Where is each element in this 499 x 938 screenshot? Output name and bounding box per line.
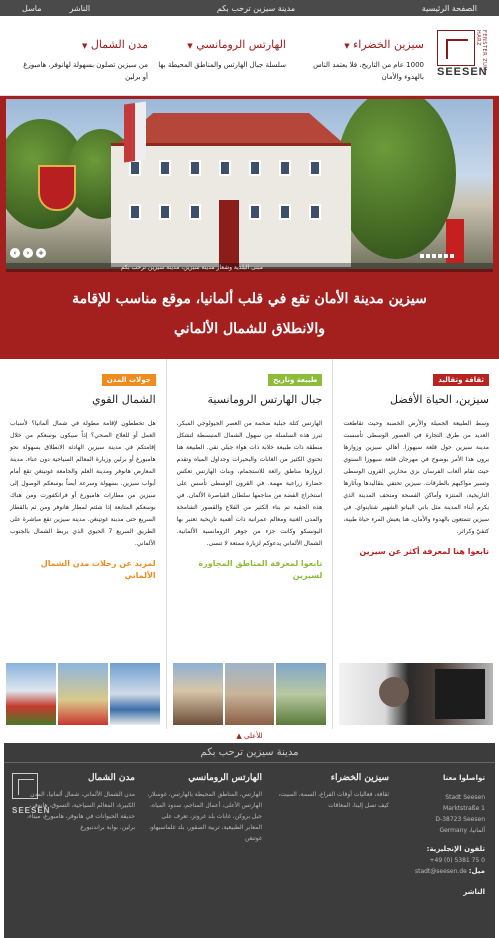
footer-title: مدينة سيزين ترحب بكم: [4, 743, 495, 763]
top-bar: [0, 0, 499, 16]
logo-word: SEESEN: [437, 66, 488, 78]
footer-menu: [14, 767, 395, 844]
footer-logo-word: SEESEN: [12, 806, 51, 815]
column-nature: [166, 359, 333, 729]
read-more-link[interactable]: تابعوا لمعرفة المناطق المجاورة لسيزين: [198, 559, 323, 580]
header: [0, 16, 499, 96]
header-col-title: سيزين الخضراء: [353, 38, 424, 51]
header-menu: [10, 38, 424, 83]
email-link[interactable]: stadt@seesen.de: [414, 868, 467, 875]
slider-dot[interactable]: [438, 254, 442, 258]
welcome-text: مدينة سيزين ترحب بكم: [216, 3, 296, 13]
read-more-link[interactable]: تابعوا هنا لمعرفة أكثر عن سيزين: [359, 547, 489, 556]
category-tag[interactable]: ثقافة وتقاليد: [433, 374, 489, 386]
column-text: الهارتس كتلة جبلية ضخمة من العصر الجيولوجي المبكر، تبرز هذه السلسلة من سهول الشمال المنبسطة لتشكل منطقة ذات طبيعة خلابة ذات هواء جبلي نقي. الطبيعة هنا تحتوي الكثير من الغابات والبحيرات وجداول المياه وتقدم لزوارها مناطق رائعة للاستجمام، وبنات الهارتس تعكس حضارة زراعية مهمة. في القرون الوسطى تأسس على استخراج الفضة من مناجمها سلطان القياصرة الألمان. في هذه الحقبة تم بناء الكثير من القلاع والقصور الشامخة والمدن الغنية ومعالم عمرانية ذات أهمية تاريخية تعتبر بها اليونسكو وكانت جزء من جوهر الرومانسية الألمانية. الشمال الألماني يدعوكم لزيارة ممتعة لا تنسى.: [176, 420, 323, 547]
footer: [4, 743, 495, 938]
coat-of-arms-icon: [38, 165, 76, 211]
column-title: الشمال القوي: [91, 393, 156, 406]
email-row: [405, 866, 485, 877]
read-more-link[interactable]: لمزيد عن رحلات مدن الشمال الألماني: [40, 559, 156, 580]
town-hall-photo: [6, 99, 493, 269]
logo-mark-icon: [12, 773, 38, 799]
footer-col: [268, 767, 395, 844]
slider-controls: [10, 248, 46, 258]
phone-label: تلفون الإنجليزية:: [426, 845, 485, 853]
nav-contact-link[interactable]: ماسل: [22, 3, 42, 13]
seesen-logo[interactable]: [433, 26, 491, 84]
header-col-green[interactable]: [286, 38, 424, 83]
hero: [0, 96, 499, 359]
slider-dot[interactable]: [426, 254, 430, 258]
triangle-down-icon: ▼: [344, 42, 350, 50]
slider-next-icon[interactable]: ›: [23, 248, 33, 258]
category-tag[interactable]: جولات المدن: [102, 374, 156, 386]
header-col-harz[interactable]: [148, 38, 286, 83]
slider-dot[interactable]: [432, 254, 436, 258]
photo-caption: مبنى البلدية وشعار مدينة سيزين، مدينة سيزين ترحب بكم: [6, 263, 493, 272]
back-to-top-link[interactable]: [0, 729, 499, 743]
triangle-down-icon: ▼: [81, 42, 88, 50]
slider-dots: [420, 254, 454, 258]
harz-photos: [173, 663, 327, 725]
flag-icon: [124, 101, 146, 162]
column-culture: [332, 359, 499, 729]
phone-number[interactable]: +49 (0) 5381 75 0: [429, 857, 485, 864]
email-label: ميل:: [468, 867, 485, 875]
category-tag[interactable]: طبيعة وتاريخ: [268, 374, 322, 386]
header-col-text: 1000 عام من التاريخ، فلا يعتمد الناس بالهدوء والأمان: [313, 61, 424, 81]
slider-plus-icon[interactable]: +: [36, 248, 46, 258]
nav-home-link[interactable]: الصفحة الرئيسية: [421, 3, 477, 13]
country: ألمانيا، Germany: [439, 827, 485, 834]
header-col-title: الهارتس الرومانسي: [196, 38, 286, 51]
hero-headline: [30, 284, 469, 344]
piano-player-photo: [339, 663, 493, 725]
footer-col-title[interactable]: سيزين الخضراء: [330, 773, 389, 783]
slider-dot[interactable]: [450, 254, 454, 258]
footer-publisher-link[interactable]: الناشر: [463, 888, 485, 896]
footer-logo[interactable]: [10, 771, 56, 817]
address-line: Stadt Seesen: [445, 794, 485, 801]
column-text: وسط الطبيعة الجميلة والأرض الخصبة وحيث تقاطعت العديد من طرق التجارة في العصور الوسطى تأسست مدينة سيزين حول قلعة سيهوزا. أهالي سيزين وزوارها يرون هذا الأمر بوضوح في مهرجان قلعة سيهوزا السنوي حيث تقام ألعاب الفرسان بزي محاربي القرون الوسطى وتسير مواكبهم بالطرقات. سيزين تحتفي بتقاليدها وبآثارها التاريخية، المنتزه وأماكن الفسحة ومتحف المدينة الذي يكرم أبناء المدينة مثل باني البيانو الشهير شتاينواي. في سيزين تتمتعون بالهدوء والأمان، هنا يعيش المرء حياة طيبة، كنفيّ وكراثر.: [343, 420, 489, 535]
address-line: Marktstraße 1: [443, 805, 485, 812]
hero-headline-line: سيزين مدينة الأمان تقع في قلب ألمانيا، موقع مناسب للإقامة: [72, 291, 427, 307]
column-title: سيزين، الحياة الأفضل: [390, 393, 489, 406]
column-cities: [0, 359, 166, 729]
contact-title: تواصلوا معنا: [442, 774, 485, 782]
column-text: هل تخططون لإقامة مطولة في شمال ألمانيا؟ لأسباب العمل أو للعلاج الصحي؟ إذاً سيكون بوسعكم من خلال إقامتكم في مدينة سيزين الهادئة الانطلاق بسهولة نحو هامبورغ أو برلين وزيارة المعالم السياحية دون عناء. مدينة المعارض هانوفر ومدينة العلم والجامعة غوتينغن تقع أمام أبواب سيزين. بسهولة وسرعة أيضاً بوسعكم الوصول إلى سيزين من مطارات هامبورغ أو فرانكفورت ومن هناك بوسعكم المتابعة إذا شئتم لمطار هانوفر ومن ثم بالقطار السريع حتى مدينة غوتينغن. مدينة سيزين تقع مباشرة على الطريق السريع 7 الحيوي الذي يربط الشمال بالجنوب الألماني.: [9, 420, 156, 547]
header-col-text: من سيزين تصلون بسهولة لهانوفر، هامبورغ أو برلين: [23, 61, 148, 81]
back-to-top-label: للأعلى: [243, 732, 263, 740]
nav-publisher-link[interactable]: الناشر: [69, 3, 91, 13]
city-photos: [6, 663, 160, 725]
header-col-north[interactable]: [10, 38, 148, 83]
footer-contact: [405, 767, 485, 898]
footer-col-title[interactable]: الهارتس الرومانسي: [188, 773, 262, 783]
slider-prev-icon[interactable]: ‹: [10, 248, 20, 258]
footer-col-links[interactable]: الهارتس، المناطق المحيطة بالهارتس، غوسلار، الهارتس الأعلى، أعمال المناجم، سدود المياه، جبل بروكن، غابات بلد غرونز، تعرف على المعابر الطبيعية، تربية الصقور، بلد غلماسيهاو، غوتنغن: [147, 791, 262, 842]
content-columns: [0, 359, 499, 729]
triangle-down-icon: ▼: [187, 42, 193, 50]
logo-mark-icon: [437, 30, 475, 66]
slider-dot[interactable]: [444, 254, 448, 258]
hero-headline-line: والانطلاق للشمال الألماني: [174, 321, 325, 337]
footer-col-links[interactable]: مدن الشمال الألماني، شمال ألمانيا، المدن الكبيرة، المعالم السياحية، التسوق، هانوفر، حديقة الحيوانات في هانوفر، هامبورغ، ميناء، برلين، بوابة براندنبورغ: [26, 791, 135, 831]
column-title: جبال الهارتس الرومانسية: [207, 393, 323, 406]
slider-dot[interactable]: [420, 254, 424, 258]
address-line: D-38723 Seesen: [435, 816, 485, 823]
header-col-title: مدن الشمال: [90, 38, 148, 51]
footer-col-links[interactable]: ثقافة، فعاليات أوقات الفراغ، السمة، المبيت، كيف تصل إلينا، المعاقات: [278, 791, 389, 809]
logo-tagline: FENSTER ZUM HARZ: [475, 30, 487, 72]
triangle-up-icon: ▲: [236, 732, 242, 740]
header-col-text: سلسلة جبال الهارتس والمناطق المحيطة بها: [158, 61, 286, 69]
footer-col: [141, 767, 268, 844]
top-nav: [22, 4, 90, 13]
footer-col-title[interactable]: مدن الشمال: [87, 773, 135, 783]
